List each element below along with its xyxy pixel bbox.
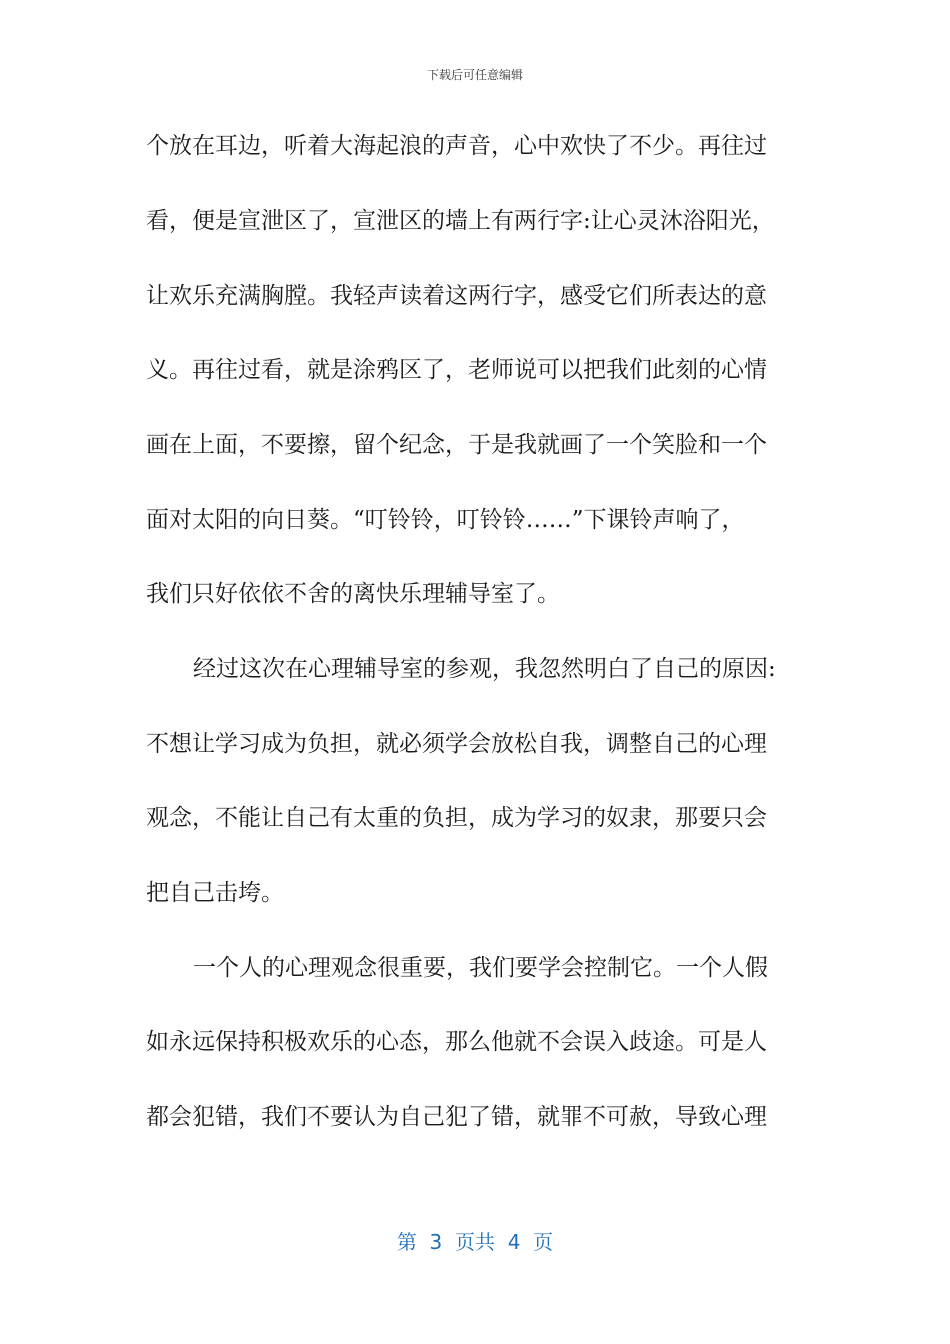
text-line: 把自己击垮。 bbox=[146, 880, 284, 906]
text-line: 如永远保持积极欢乐的心态，那么他就不会误入歧途。可是人 bbox=[146, 1029, 767, 1055]
text-line: 看，便是宣泄区了，宣泄区的墙上有两行字:让心灵沐浴阳光， bbox=[146, 208, 775, 234]
page-header: 下载后可任意编辑 bbox=[426, 68, 523, 82]
text-line: 让欢乐充满胸膛。我轻声读着这两行字，感受它们所表达的意 bbox=[146, 283, 767, 309]
text-line: 一个人的心理观念很重要，我们要学会控制它。一个人假 bbox=[193, 955, 768, 981]
text-line: 画在上面，不要擦，留个纪念，于是我就画了一个笑脸和一个 bbox=[146, 432, 767, 458]
text-line: 经过这次在心理辅导室的参观，我忽然明白了自己的原因: bbox=[193, 656, 776, 682]
text-line: 我们只好依依不舍的离快乐理辅导室了。 bbox=[146, 581, 560, 607]
page-number bbox=[0, 1226, 950, 1255]
text-line: 个放在耳边，听着大海起浪的声音，心中欢快了不少。再往过 bbox=[146, 133, 767, 159]
text-line: 不想让学习成为负担，就必须学会放松自我，调整自己的心理 bbox=[146, 731, 767, 757]
text-line: 义。再往过看，就是涂鸦区了，老师说可以把我们此刻的心情 bbox=[146, 357, 767, 383]
text-line: 观念，不能让自己有太重的负担，成为学习的奴隶，那要只会 bbox=[146, 805, 767, 831]
text-line: 都会犯错，我们不要认为自己犯了错，就罪不可赦，导致心理 bbox=[146, 1104, 767, 1130]
page-number-text: 第 3 页共 4 页 bbox=[396, 1230, 554, 1254]
text-line: 面对太阳的向日葵。“叮铃铃，叮铃铃……”下课铃声响了， bbox=[146, 507, 745, 533]
